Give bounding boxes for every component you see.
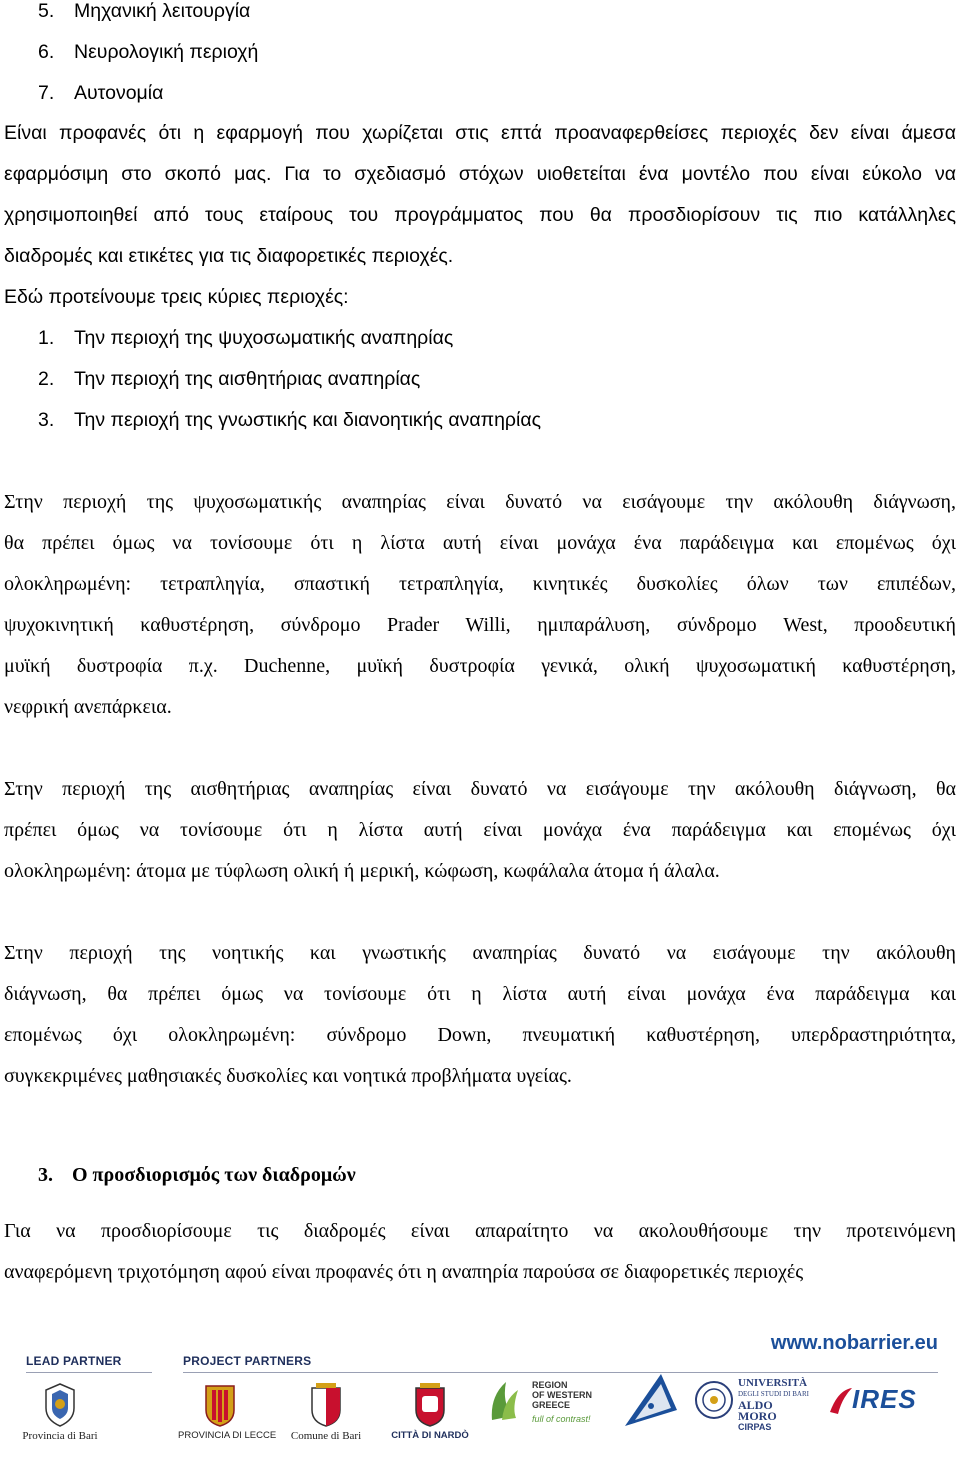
lead-partner-label: LEAD PARTNER bbox=[26, 1354, 122, 1368]
paragraph-line: συγκεκριμένες μαθησιακές δυσκολίες και νοητικά προβλήματα υγείας. bbox=[4, 1065, 572, 1087]
comune-bari-logo: Comune di Bari bbox=[286, 1382, 366, 1442]
paragraph-line: Εδώ προτείνουμε τρεις κύριες περιοχές: bbox=[4, 286, 349, 308]
swoosh-icon bbox=[828, 1386, 854, 1416]
paragraph-line: Για να προσδιορίσουμε τις διαδρομές είναι απαραίτητο να ακολουθήσουμε την προτεινόμενη bbox=[4, 1220, 956, 1242]
crest-icon bbox=[410, 1382, 450, 1428]
crest-icon bbox=[200, 1382, 240, 1428]
list-item: 6. Νευρολογική περιοχή bbox=[38, 41, 259, 63]
paragraph-line: ψυχοκινητική καθυστέρηση, σύνδρομο Prader Willi, ημιπαράλυση, σύνδρομο West, προοδευτική bbox=[4, 614, 956, 636]
leaf-icon bbox=[484, 1376, 524, 1426]
divider bbox=[26, 1372, 152, 1373]
paragraph-line: επομένως όχι ολοκληρωμένη: σύνδρομο Down, πνευματική καθυστέρηση, υπερδραστηριότητα, bbox=[4, 1024, 956, 1046]
paragraph-line: νεφρική ανεπάρκεια. bbox=[4, 696, 172, 718]
crest-icon bbox=[306, 1382, 346, 1428]
crest-icon bbox=[40, 1382, 80, 1428]
paragraph-line: Στην περιοχή της ψυχοσωματικής αναπηρίας είναι δυνατό να εισάγουμε την ακόλουθη διάγνωση, bbox=[4, 491, 956, 513]
ionian-islands-logo bbox=[610, 1370, 692, 1430]
website-link[interactable]: www.nobarrier.eu bbox=[770, 1332, 938, 1354]
section-title: Ο προσδιορισμός των διαδρομών bbox=[72, 1164, 356, 1186]
footer-logos: LEAD PARTNER PROJECT PARTNERS www.nobarrier.eu Provincia di Bari PROVINCIA DI LECCE Comune di Bari CITTÀ DI NARDÒ REGION OF WESTERN GREECE full of contrast! UNIVERSITÀ DEGLI STUDI DI BARI ALDO MORO CIRPAS IRES bbox=[0, 1330, 960, 1459]
divider bbox=[183, 1372, 938, 1373]
section-heading bbox=[38, 1164, 356, 1187]
ionian-flag-icon bbox=[621, 1370, 681, 1430]
list-item: 2. Την περιοχή της αισθητήριας αναπηρίας bbox=[38, 368, 421, 390]
paragraph-line: χρησιμοποιηθεί από τους εταίρους του προγράμματος που θα προσδιορίσουν τις πιο κατάλληλες bbox=[4, 204, 956, 226]
list-item: 5. Μηχανική λειτουργία bbox=[38, 0, 251, 22]
paragraph-line: διάγνωση, θα πρέπει όμως να τονίσουμε ότι η λίστα αυτή είναι μονάχα ένα παράδειγμα και bbox=[4, 983, 956, 1005]
paragraph-line: Στην περιοχή της αισθητήριας αναπηρίας είναι δυνατό να εισάγουμε την ακόλουθη διάγνωση, θα bbox=[4, 778, 956, 800]
provincia-bari-logo: Provincia di Bari bbox=[20, 1382, 100, 1442]
section-number: 3. bbox=[38, 1164, 53, 1186]
paragraph-line: Στην περιοχή της νοητικής και γνωστικής αναπηρίας δυνατό να εισάγουμε την ακόλουθη bbox=[4, 942, 956, 964]
list-item: 1. Την περιοχή της ψυχοσωματικής αναπηρίας bbox=[38, 327, 454, 349]
list-item: 3. Την περιοχή της γνωστικής και διανοητικής αναπηρίας bbox=[38, 409, 542, 431]
paragraph-line: θα πρέπει όμως να τονίσουμε ότι η λίστα αυτή είναι μονάχα ένα παράδειγμα και επομένως όχι bbox=[4, 532, 956, 554]
paragraph-line: διαδρομές και ετικέτες για τις διαφορετικές περιοχές. bbox=[4, 245, 454, 267]
citta-nardo-logo: CITTÀ DI NARDÒ bbox=[390, 1382, 470, 1441]
paragraph-line: εφαρμόσιμη στο σκοπό μας. Για το σχεδιασμό στόχων υιοθετείται ένα μοντέλο που είναι εύκολο να bbox=[4, 163, 956, 185]
paragraph-line: μυϊκή δυστροφία π.χ. Duchenne, μυϊκή δυστροφία γενικά, ολική ψυχοσωματική καθυστέρηση, bbox=[4, 655, 956, 677]
provincia-lecce-logo: PROVINCIA DI LECCE bbox=[178, 1382, 262, 1441]
paragraph-line: ολοκληρωμένη: άτομα με τύφλωση ολική ή μερική, κώφωση, κωφάλαλα άτομα ή άλαλα. bbox=[4, 860, 720, 882]
paragraph-line: Είναι προφανές ότι η εφαρμογή που χωρίζεται στις επτά προαναφερθείσες περιοχές δεν είναι άμεσα bbox=[4, 122, 956, 144]
list-item: 7. Αυτονομία bbox=[38, 82, 164, 104]
project-partners-label: PROJECT PARTNERS bbox=[183, 1354, 312, 1368]
paragraph-line: ολοκληρωμένη: τετραπληγία, σπαστική τετραπληγία, κινητικές δυσκολίες όλων των επιπέδων, bbox=[4, 573, 956, 595]
paragraph-line: πρέπει όμως να τονίσουμε ότι η λίστα αυτή είναι μονάχα ένα παράδειγμα και επομένως όχι bbox=[4, 819, 956, 841]
seal-icon bbox=[694, 1380, 734, 1420]
paragraph-line: αναφερόμενη τριχοτόμηση αφού είναι προφανές ότι η αναπηρία παρούσα σε διαφορετικές περιοχές bbox=[4, 1261, 804, 1283]
